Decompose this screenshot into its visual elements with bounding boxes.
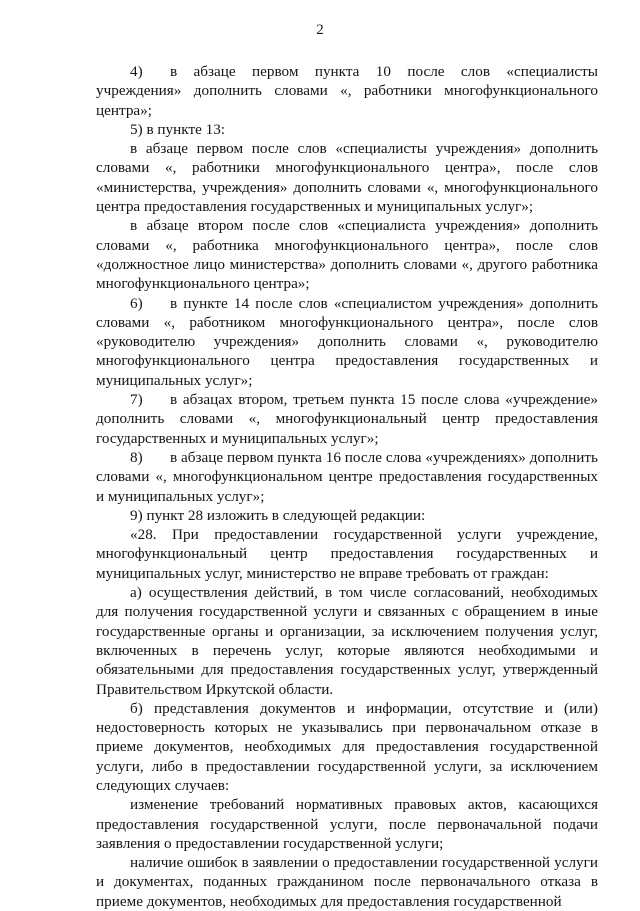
paragraph <box>96 583 598 699</box>
paragraph-text: в абзаце первом после слов «специалисты учреждения» дополнить словами «, работники многофункционального центра», после слов «министерства, учреждения» дополнить словами «, многофункционального центра предоставления государственных и муниципальных услуг»; <box>96 140 598 216</box>
paragraph <box>96 139 598 216</box>
paragraph-text: 9) пункт 28 изложить в следующей редакции: <box>130 506 426 524</box>
paragraph <box>96 120 598 139</box>
page-number: 2 <box>316 22 324 38</box>
paragraph-text: наличие ошибок в заявлении о предоставлении государственной услуги и документах, поданных гражданином после первоначального отказа в приеме документов, необходимых для предоставления государственной <box>96 854 598 910</box>
paragraph-text: б) представления документов и информации, отсутствие и (или) недостоверность которых не указывались при первоначальном отказе в приеме документов, необходимых для предоставления государственной услуги, либо в предоставлении государственной услуги, за исключением следующих случаев: <box>96 699 598 794</box>
paragraph <box>96 699 598 795</box>
paragraph <box>96 506 598 525</box>
paragraph <box>96 62 598 120</box>
paragraph-number: 7) <box>130 391 143 409</box>
paragraph-number: 4) <box>130 63 143 80</box>
paragraph <box>96 390 598 448</box>
paragraph-text: в абзаце втором после слов «специалиста учреждения» дополнить словами «, работника многофункционального центра», после слов «должностное лицо министерства» дополнить словами «, другого работника многофункционального центра»; <box>96 217 598 293</box>
paragraph-text: а) осуществления действий, в том числе согласований, необходимых для получения государственной услуги и связанных с обращением в иные государственные органы и организации, за исключением получения услуг, включенных в перечень услуг, которые являются необходимыми и обязательными для предоставления государственных услуг, утвержденный Правительством Иркутской области. <box>96 584 598 698</box>
paragraph-text: «28. При предоставлении государственной услуги учреждение, многофункциональный центр предоставления государственных и муниципальных услуг, министерство не вправе требовать от граждан: <box>96 526 598 582</box>
paragraph <box>96 294 598 390</box>
paragraph <box>96 525 598 583</box>
paragraph <box>96 853 598 911</box>
paragraph <box>96 795 598 853</box>
paragraph-text: изменение требований нормативных правовых актов, касающихся предоставления государственной услуги, после первоначальной подачи заявления о предоставлении государственной услуги; <box>96 796 598 852</box>
paragraph-text: 5) в пункте 13: <box>130 120 226 138</box>
document-body <box>96 62 598 911</box>
paragraph <box>96 448 598 506</box>
paragraph-text: в абзацах втором, третьем пункта 15 после слова «учреждение» дополнить словами «, многофункциональный центр предоставления государственных и муниципальных услуг»; <box>96 391 598 447</box>
paragraph-text: в абзаце первом пункта 10 после слов «специалисты учреждения» дополнить словами «, работники многофункционального центра»; <box>96 63 598 119</box>
paragraph-text: в абзаце первом пункта 16 после слова «учреждениях» дополнить словами «, многофункциональном центре предоставления государственных и муниципальных услуг»; <box>96 448 598 505</box>
paragraph-number: 6) <box>130 294 143 312</box>
paragraph <box>96 216 598 293</box>
paragraph-text: в пункте 14 после слов «специалистом учреждения» дополнить словами «, работником многофункционального центра», после слов «руководителю учреждения» дополнить словами «, руководителю многофункционального центра предоставления государственных и муниципальных услуг»; <box>96 294 598 389</box>
paragraph-number: 8) <box>130 448 143 466</box>
